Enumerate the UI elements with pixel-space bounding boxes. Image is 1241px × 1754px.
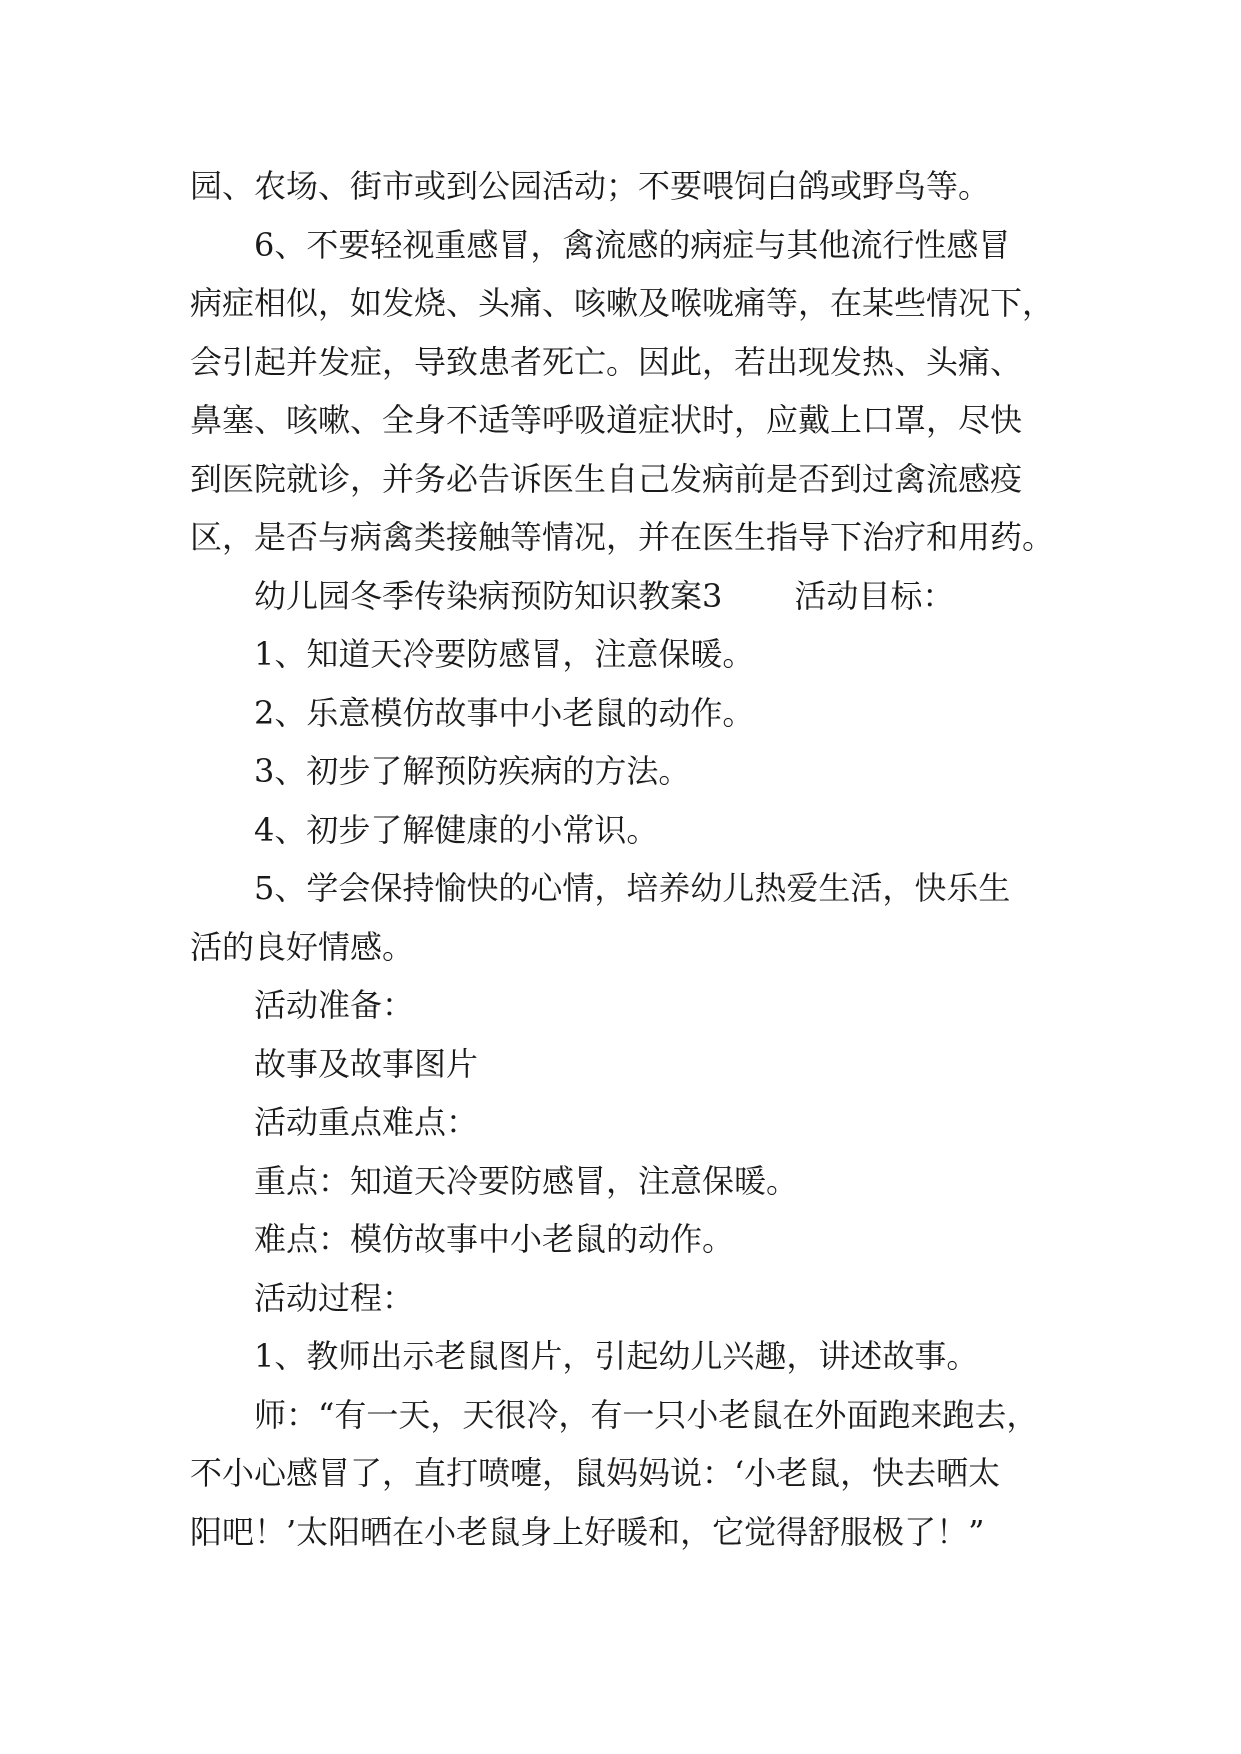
key-heading: 活动重点难点： <box>254 1103 479 1141</box>
story-line: 阳吧！’太阳晒在小老鼠身上好暖和，它觉得舒服极了！” <box>190 1512 985 1551</box>
story-line: 师：“有一天，天很冷，有一只小老鼠在外面跑来跑去， <box>254 1395 1039 1434</box>
section-title-line <box>190 567 1052 626</box>
key-point: 重点：知道天冷要防感冒，注意保暖。 <box>254 1161 799 1200</box>
goal-item: 2、乐意模仿故事中小老鼠的动作。 <box>254 693 755 732</box>
paragraph-line: 到医院就诊，并务必告诉医生自己发病前是否到过禽流感疫 <box>190 459 1023 498</box>
document-page <box>190 157 1055 1561</box>
goal-item: 5、学会保持愉快的心情，培养幼儿热爱生活，快乐生 <box>254 869 1011 907</box>
paragraph-line: 6、不要轻视重感冒，禽流感的病症与其他流行性感冒 <box>254 225 1011 264</box>
paragraph-line: 园、农场、街市或到公园活动；不要喂饲白鸽或野鸟等。 <box>190 167 991 205</box>
paragraph-line: 会引起并发症，导致患者死亡。因此，若出现发热、头痛、 <box>190 342 1023 381</box>
goal-item: 3、初步了解预防疾病的方法。 <box>254 752 691 790</box>
paragraph-line: 病症相似，如发烧、头痛、咳嗽及喉咙痛等，在某些情况下， <box>190 284 1055 322</box>
process-heading: 活动过程： <box>254 1278 415 1317</box>
paragraph-line: 鼻塞、咳嗽、全身不适等呼吸道症状时，应戴上口罩，尽快 <box>190 401 1023 439</box>
goal-item-continuation: 活的良好情感。 <box>190 927 415 966</box>
section-title: 幼儿园冬季传染病预防知识教案3 <box>254 576 723 615</box>
goal-item: 1、知道天冷要防感冒，注意保暖。 <box>254 635 755 673</box>
story-line: 不小心感冒了，直打喷嚏，鼠妈妈说：‘小老鼠，快去晒太 <box>190 1454 1001 1492</box>
prep-text: 故事及故事图片 <box>254 1044 479 1083</box>
goal-heading: 活动目标： <box>794 576 955 615</box>
prep-heading: 活动准备： <box>254 986 415 1024</box>
goal-item: 4、初步了解健康的小常识。 <box>254 810 659 849</box>
paragraph-line: 区，是否与病禽类接触等情况，并在医生指导下治疗和用药。 <box>190 518 1055 556</box>
process-step: 1、教师出示老鼠图片，引起幼儿兴趣，讲述故事。 <box>254 1337 979 1375</box>
difficulty-point: 难点：模仿故事中小老鼠的动作。 <box>254 1220 735 1258</box>
